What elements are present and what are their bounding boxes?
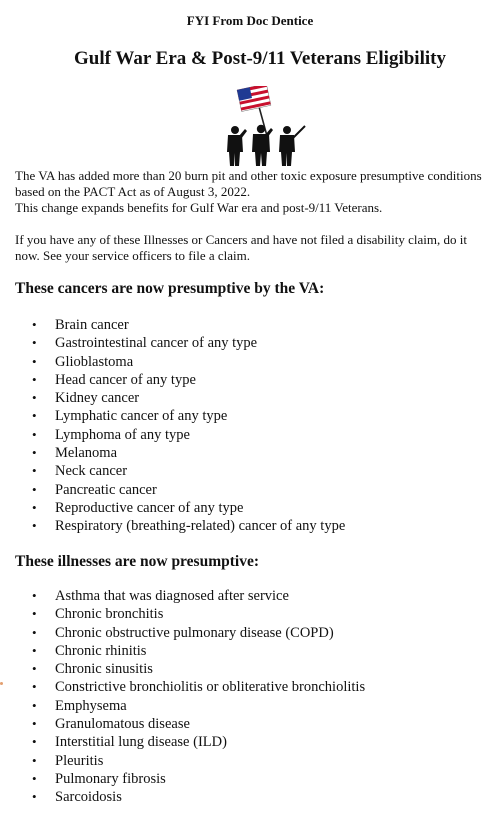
list-item-text: Lymphatic cancer of any type xyxy=(55,408,228,425)
bullet-icon: • xyxy=(32,390,37,406)
list-item xyxy=(30,499,345,517)
bullet-icon: • xyxy=(32,697,37,713)
list-item-text: Chronic rhinitis xyxy=(55,642,147,659)
list-item xyxy=(30,752,365,770)
list-item-text: Chronic bronchitis xyxy=(55,606,164,623)
bullet-icon: • xyxy=(32,752,37,768)
bullet-icon: • xyxy=(32,734,37,750)
illnesses-heading: These illnesses are now presumptive: xyxy=(15,553,259,570)
list-item-text: Reproductive cancer of any type xyxy=(55,499,244,516)
list-item xyxy=(30,389,345,407)
list-item xyxy=(30,481,345,499)
list-item-text: Kidney cancer xyxy=(55,390,140,407)
list-item xyxy=(30,770,365,788)
bullet-icon: • xyxy=(32,353,37,369)
list-item-text: Chronic sinusitis xyxy=(55,661,153,678)
list-item xyxy=(30,733,365,751)
list-item-text: Pancreatic cancer xyxy=(55,481,157,498)
bullet-icon: • xyxy=(32,624,37,640)
intro-paragraph xyxy=(15,168,495,216)
bullet-icon: • xyxy=(32,408,37,424)
bullet-icon: • xyxy=(32,426,37,442)
list-item-text: Interstitial lung disease (ILD) xyxy=(55,734,227,751)
list-item xyxy=(30,697,365,715)
intro-line-1: The VA has added more than 20 burn pit and other toxic exposure presumptive conditions based on the PACT Act as of August 3, 2022. xyxy=(15,168,482,199)
list-item-text: Constrictive bronchiolitis or obliterative bronchiolitis xyxy=(55,679,366,696)
bullet-icon: • xyxy=(32,317,37,332)
list-item xyxy=(30,715,365,733)
list-item-text: Glioblastoma xyxy=(55,353,134,370)
call-to-action: If you have any of these Illnesses or Cancers and have not filed a disability claim, do it now. See your service officers to file a claim. xyxy=(15,232,467,263)
bullet-icon: • xyxy=(32,661,37,677)
bullet-icon: • xyxy=(32,642,37,658)
bullet-icon: • xyxy=(32,481,37,497)
list-item xyxy=(30,624,365,642)
bullet-icon: • xyxy=(32,770,37,786)
list-item xyxy=(30,587,365,605)
bullet-icon: • xyxy=(32,335,37,351)
list-item xyxy=(30,444,345,462)
list-item-text: Lymphoma of any type xyxy=(55,426,190,443)
list-item xyxy=(30,426,345,444)
list-item-text: Neck cancer xyxy=(55,463,128,480)
bullet-icon: • xyxy=(32,463,37,479)
list-item xyxy=(30,678,365,696)
list-item-text: Respiratory (breathing-related) cancer of any type xyxy=(55,518,346,535)
bullet-icon: • xyxy=(32,716,37,732)
bullet-icon: • xyxy=(32,679,37,695)
intro-line-2: This change expands benefits for Gulf War era and post-9/11 Veterans. xyxy=(15,200,383,215)
list-item-text: Brain cancer xyxy=(55,317,129,333)
bullet-icon: • xyxy=(32,371,37,387)
list-item-text: Head cancer of any type xyxy=(55,371,196,388)
list-item xyxy=(30,605,365,623)
list-item xyxy=(30,642,365,660)
page-title: Gulf War Era & Post-9/11 Veterans Eligibility xyxy=(74,48,446,69)
list-item-text: Asthma that was diagnosed after service xyxy=(55,588,289,604)
bullet-icon: • xyxy=(32,789,37,805)
list-item xyxy=(30,517,345,535)
list-item-text: Sarcoidosis xyxy=(55,789,122,806)
list-item-text: Pulmonary fibrosis xyxy=(55,770,166,787)
list-item-text: Emphysema xyxy=(55,697,127,714)
list-item xyxy=(30,353,345,371)
list-item xyxy=(30,462,345,480)
list-item-text: Gastrointestinal cancer of any type xyxy=(55,335,258,352)
bullet-icon: • xyxy=(32,606,37,622)
bullet-icon: • xyxy=(32,499,37,515)
list-item xyxy=(30,407,345,425)
list-item-text: Pleuritis xyxy=(55,752,104,769)
list-item xyxy=(30,660,365,678)
list-item-text: Melanoma xyxy=(55,445,118,462)
cancers-heading: These cancers are now presumptive by the VA: xyxy=(15,280,325,297)
list-item xyxy=(30,371,345,389)
illness-list xyxy=(30,587,365,807)
bullet-icon: • xyxy=(32,588,37,603)
list-item xyxy=(30,788,365,806)
list-item-text: Chronic obstructive pulmonary disease (COPD) xyxy=(55,624,334,641)
list-item xyxy=(30,316,345,334)
cancer-list xyxy=(30,316,345,536)
saluting-soldiers-flag-icon xyxy=(215,86,307,168)
bullet-icon: • xyxy=(32,445,37,461)
fyi-line: FYI From Doc Dentice xyxy=(186,13,314,28)
scan-speck xyxy=(0,682,3,685)
bullet-icon: • xyxy=(32,518,37,534)
list-item xyxy=(30,334,345,352)
list-item-text: Granulomatous disease xyxy=(55,716,190,733)
